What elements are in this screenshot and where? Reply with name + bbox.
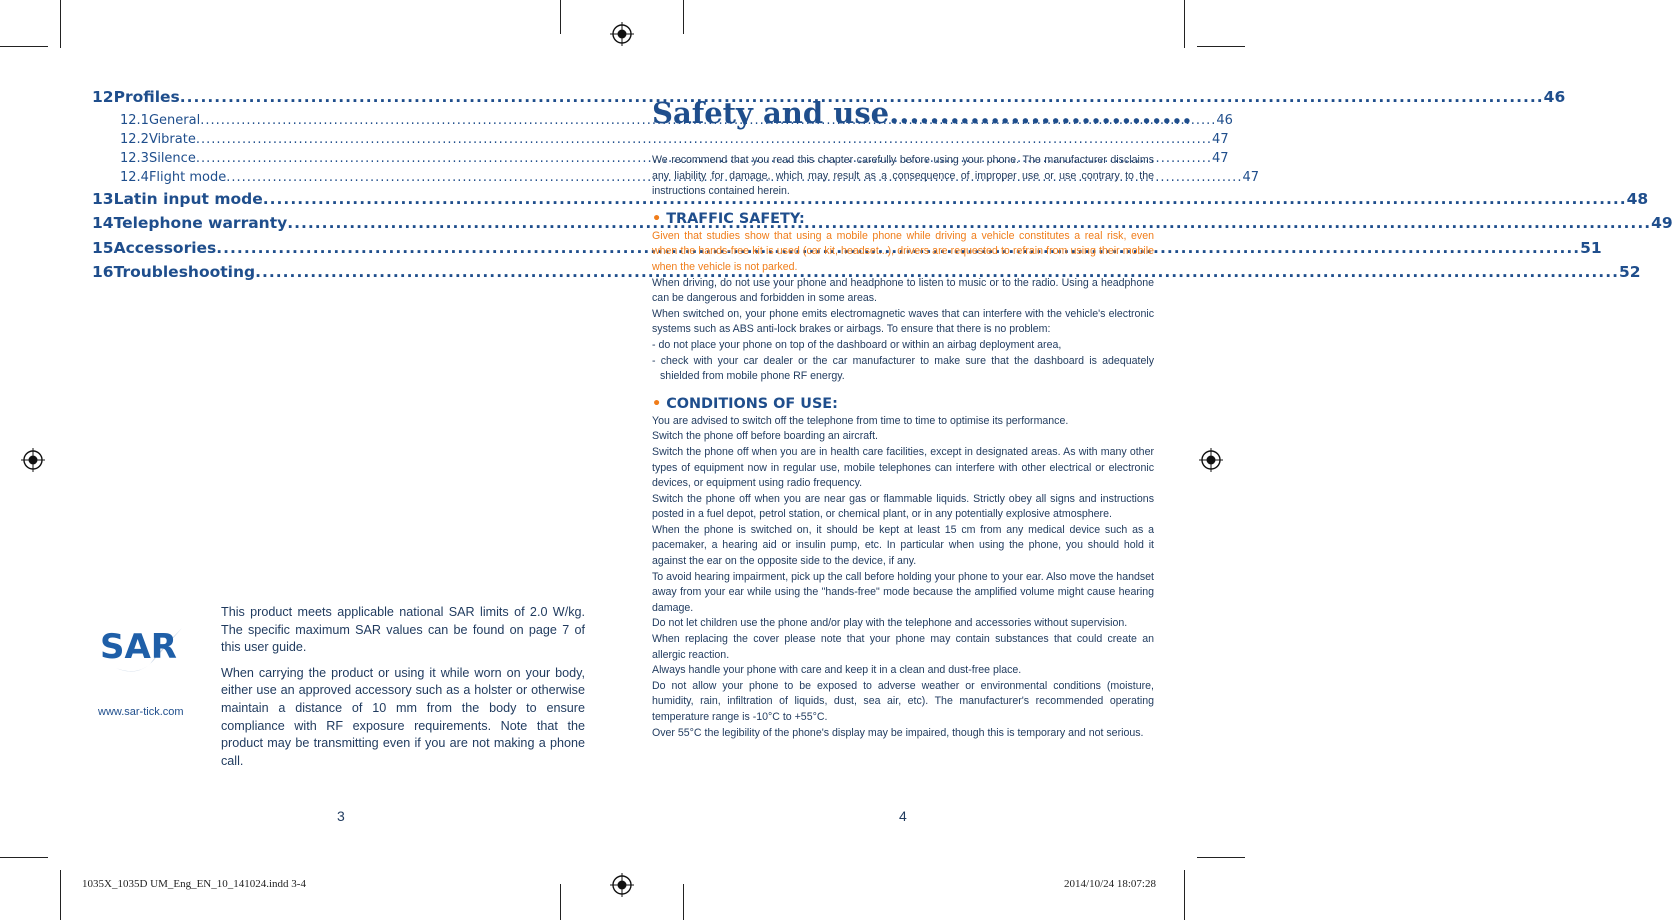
crop-mark [683,0,684,34]
toc-page: 51 [1580,238,1602,257]
body-paragraph: You are advised to switch off the telephone from time to time to optimise its performance. [652,414,1069,427]
toc-leader [196,132,1212,147]
crop-mark [1197,857,1245,858]
toc-entry[interactable] [92,189,1649,215]
page-title-text: Safety and use [652,96,890,130]
toc-page: 48 [1626,189,1649,208]
section-heading-text: TRAFFIC SAFETY: [666,210,805,227]
registration-mark-icon [21,448,45,472]
body-paragraph: Over 55°C the legibility of the phone's display may be impaired, though this is temporary and not serious. [652,726,1144,739]
list-item: - do not place your phone on top of the dashboard or within an airbag deployment area, [652,338,1062,351]
sar-paragraph: This product meets applicable national SAR limits of 2.0 W/kg. The specific maximum SAR values can be found on page 7 of this user guide. [221,605,585,655]
footer-filename: 1035X_1035D UM_Eng_EN_10_141024.indd 3-4 [82,878,306,890]
body-paragraph: Do not allow your phone to be exposed to adverse weather or environmental conditions (moisture, humidity, rain, infiltration of liquids, dust, sea air, etc). The manufacturer's recommended operating temperature range is -10°C to +55°C. [652,679,1154,723]
crop-mark [1184,0,1185,48]
toc-title: Telephone warranty [113,214,288,233]
registration-mark-icon [1199,448,1223,472]
toc-title: Accessories [113,238,217,257]
toc-number: 12 [92,88,114,106]
page-number-left: 3 [337,808,345,824]
toc-page: 47 [1212,151,1229,167]
registration-mark-icon [610,873,634,897]
crop-mark [60,870,61,920]
body-paragraph: Do not let children use the phone and/or play with the telephone and accessories without supervision. [652,617,1128,630]
warning-paragraph: Given that studies show that using a mobile phone while driving a vehicle constitutes a real risk, even when the hands-free kit is used (car kit, headset...), drivers are requested to refrain from using their mobile when the vehicle is not parked. [652,229,1154,273]
toc-entry[interactable] [92,170,1259,189]
list-item: - check with your car dealer or the car manufacturer to make sure that the dashboard is adequately shielded from mobile phone RF energy. [652,354,1154,383]
toc-number: 12.2 [120,131,149,147]
toc-number: 12.3 [120,151,149,167]
crop-mark [0,857,48,858]
page-title-dots: .............................. [889,96,1193,130]
toc-number: 14 [92,214,114,233]
crop-mark [560,0,561,34]
toc-page: 52 [1618,263,1641,282]
toc-number: 16 [92,263,114,282]
toc-title: Flight mode [148,170,227,186]
page-title [652,96,1193,130]
toc-title: General [148,112,201,128]
toc-title: Vibrate [148,131,196,147]
toc-entry[interactable] [92,263,1641,288]
toc-page: 47 [1212,131,1229,147]
sar-notice [221,604,585,770]
crop-mark [1184,870,1185,920]
toc-page: 47 [1242,170,1259,186]
toc-title: Latin input mode [113,189,263,208]
registration-mark-icon [610,22,634,46]
body-paragraph: When switched on, your phone emits electromagnetic waves that can interfere with the vehicle's electronic systems such as ABS anti-lock brakes or airbags. To ensure that there is no problem: [652,307,1154,336]
page-number-right: 4 [899,808,907,824]
body-paragraph: When driving, do not use your phone and headphone to listen to music or to the radio. Using a headphone can be dangerous and forbidden in some areas. [652,276,1154,305]
crop-mark [1197,46,1245,47]
body-paragraph: To avoid hearing impairment, pick up the call before holding your phone to your ear. Also move the handset away from your ear while using the "hands-free" mode because the amplified volume might cause hearing damage. [652,570,1154,614]
crop-mark [60,0,61,48]
toc-title: Profiles [113,88,180,106]
toc-page: 46 [1543,88,1566,106]
body-paragraph: Switch the phone off when you are in health care facilities, except in designated areas. As with many other types of equipment now in regular use, mobile telephones can interfere with other electrical or electronic devices, or equipment using radio frequency. [652,445,1154,490]
body-paragraph: When the phone is switched on, it should be kept at least 15 cm from any medical device such as a pacemaker, a hearing aid or insulin pump, etc. In particular when using the phone, you should hold it against the ear on the opposite side to the device, if any. [652,523,1154,568]
body-paragraph: Switch the phone off before boarding an aircraft. [652,430,878,443]
toc-page: 46 [1216,112,1233,128]
safety-body [652,153,1154,741]
body-paragraph: When replacing the cover please note that your phone may contain substances that could create an allergic reaction. [652,633,1154,661]
footer-timestamp: 2014/10/24 18:07:28 [1064,878,1156,890]
crop-mark [560,884,561,920]
toc-entry[interactable] [92,131,1229,151]
sar-logo-text: SAR [100,627,177,667]
toc-entry[interactable] [92,151,1229,170]
bullet-icon: • [652,210,662,227]
crop-mark [0,46,48,47]
crop-mark [683,884,684,920]
toc-title: Troubleshooting [113,263,256,282]
toc-number: 12.1 [120,112,149,128]
body-paragraph: Switch the phone off when you are near gas or flammable liquids. Strictly obey all signs and instructions posted in a fuel depot, petrol station, or chemical plant, or in any potentially explosive atmosphere. [652,492,1154,521]
bullet-icon: • [652,395,662,412]
section-heading-text: CONDITIONS OF USE: [666,395,838,412]
sar-paragraph: When carrying the product or using it while worn on your body, either use an approved accessory such as a holster or otherwise maintain a distance of 10 mm from the body to ensure compliance with RF exposure requirements. Note that the product may be transmitting even if you are not making a phone call. [221,665,585,768]
section-heading-conditions [652,394,1154,414]
toc-title: Silence [148,151,196,167]
toc-number: 12.4 [120,170,149,186]
intro-paragraph: We recommend that you read this chapter carefully before using your phone. The manufacturer disclaims any liability for damage, which may result as a consequence of improper use or use contrary to the instructions contained herein. [652,154,1154,198]
toc-number: 13 [92,189,114,208]
sar-link[interactable]: www.sar-tick.com [98,706,184,718]
section-heading-traffic [652,209,1154,229]
sar-logo-icon [98,620,186,686]
toc-number: 15 [92,238,114,257]
body-paragraph: Always handle your phone with care and keep it in a clean and dust-free place. [652,664,1022,677]
toc-page: 49 [1651,214,1673,233]
